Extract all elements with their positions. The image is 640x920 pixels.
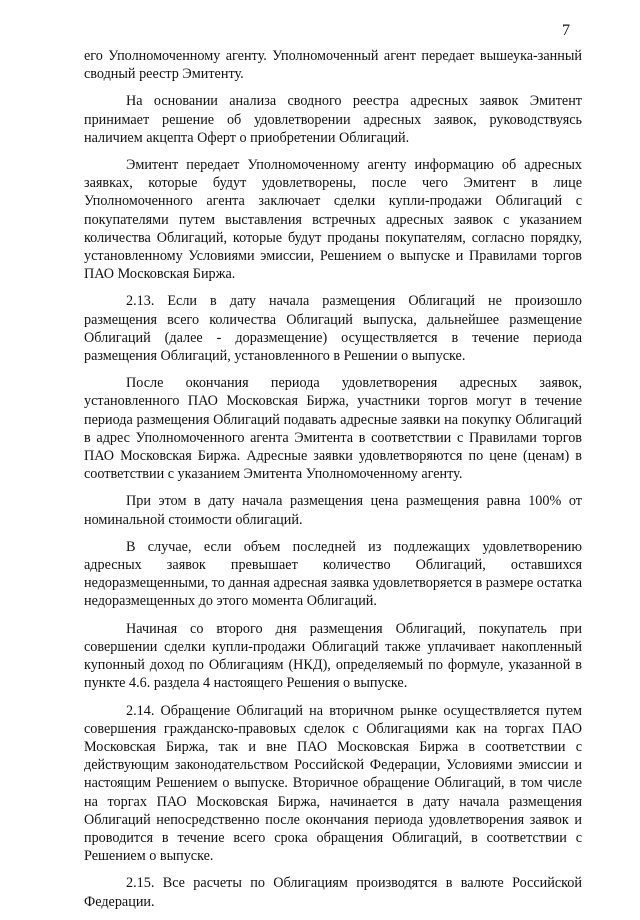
page-number: 7 — [562, 22, 570, 39]
paragraph-volume: В случае, если объем последней из подлежащих удовлетворению адресных заявок превышает количество Облигаций, оставшихся недоразмещенными, то данная адресная заявка удовлетворяется в размере остатка недоразмещенных до этого момента Облигаций. — [84, 538, 583, 610]
paragraph-price: При этом в дату начала размещения цена размещения равна 100% от номинальной стоимости облигаций. — [84, 493, 582, 528]
document-body — [84, 47, 582, 920]
paragraph-analysis: На основании анализа сводного реестра адресных заявок Эмитент принимает решение об удовлетворении адресных заявок, руководствуясь наличием акцепта Оферт о приобретении Облигаций. — [84, 93, 582, 146]
paragraph-2-14: 2.14. Обращение Облигаций на вторичном рынке осуществляется путем совершения гражданско-правовых сделок с Облигациями как на торгах ПАО Московская Биржа, так и вне ПАО Московская Биржа в соответствии с действующим законодательством Российской Федерации, Условиями эмиссии и настоящим Решением о выпуске. Вторичное обращение Облигаций, в том числе на торгах ПАО Московская Биржа, начинается в дату начала размещения Облигаций непосредственно после окончания периода удовлетворения заявок и проводится в течение всего срока обращения Облигаций, в соответствии с Решением о выпуске. — [84, 702, 582, 865]
paragraph-accrued-coupon: Начиная со второго дня размещения Облигаций, покупатель при совершении сделки купли-продажи Облигаций также уплачивает накопленный купонный доход по Облигациям (НКД), определяемый по формуле, указанной в пункте 4.6. раздела 4 настоящего Решения о выпуске. — [84, 620, 582, 692]
paragraph-2-15: 2.15. Все расчеты по Облигациям производятся в валюте Российской Федерации. — [84, 875, 582, 910]
paragraph-issuer-transfers: Эмитент передает Уполномоченному агенту информацию об адресных заявках, которые будут удовлетворены, после чего Эмитент в лице Уполномоченного агента заключает сделки купли-продажи Облигаций с покупателями путем выставления встречных адресных заявок с указанием количества Облигаций, которые будут проданы покупателям, согласно порядку, установленному Условиями эмиссии, Решением о выпуске и Правилами торгов ПАО Московская Биржа. — [84, 157, 582, 283]
paragraph-after-period: После окончания периода удовлетворения адресных заявок, установленного ПАО Московская Биржа, участники торгов могут в течение периода размещения Облигаций подавать адресные заявки на покупку Облигаций в адрес Уполномоченного агента Эмитента в соответствии с Правилами торгов ПАО Московская Биржа. Адресные заявки удовлетворяются по цене (ценам) в соответствии с указанием Эмитента Уполномоченному агенту. — [84, 375, 582, 483]
paragraph-2-13: 2.13. Если в дату начала размещения Облигаций не произошло размещения всего количества Облигаций выпуска, дальнейшее размещение Облигаций (далее - доразмещение) осуществляется в течение периода размещения Облигаций, установленного в Решении о выпуске. — [84, 293, 582, 365]
paragraph-continuation: его Уполномоченному агенту. Уполномоченный агент передает вышеука-занный сводный реестр Эмитенту. — [84, 48, 582, 83]
